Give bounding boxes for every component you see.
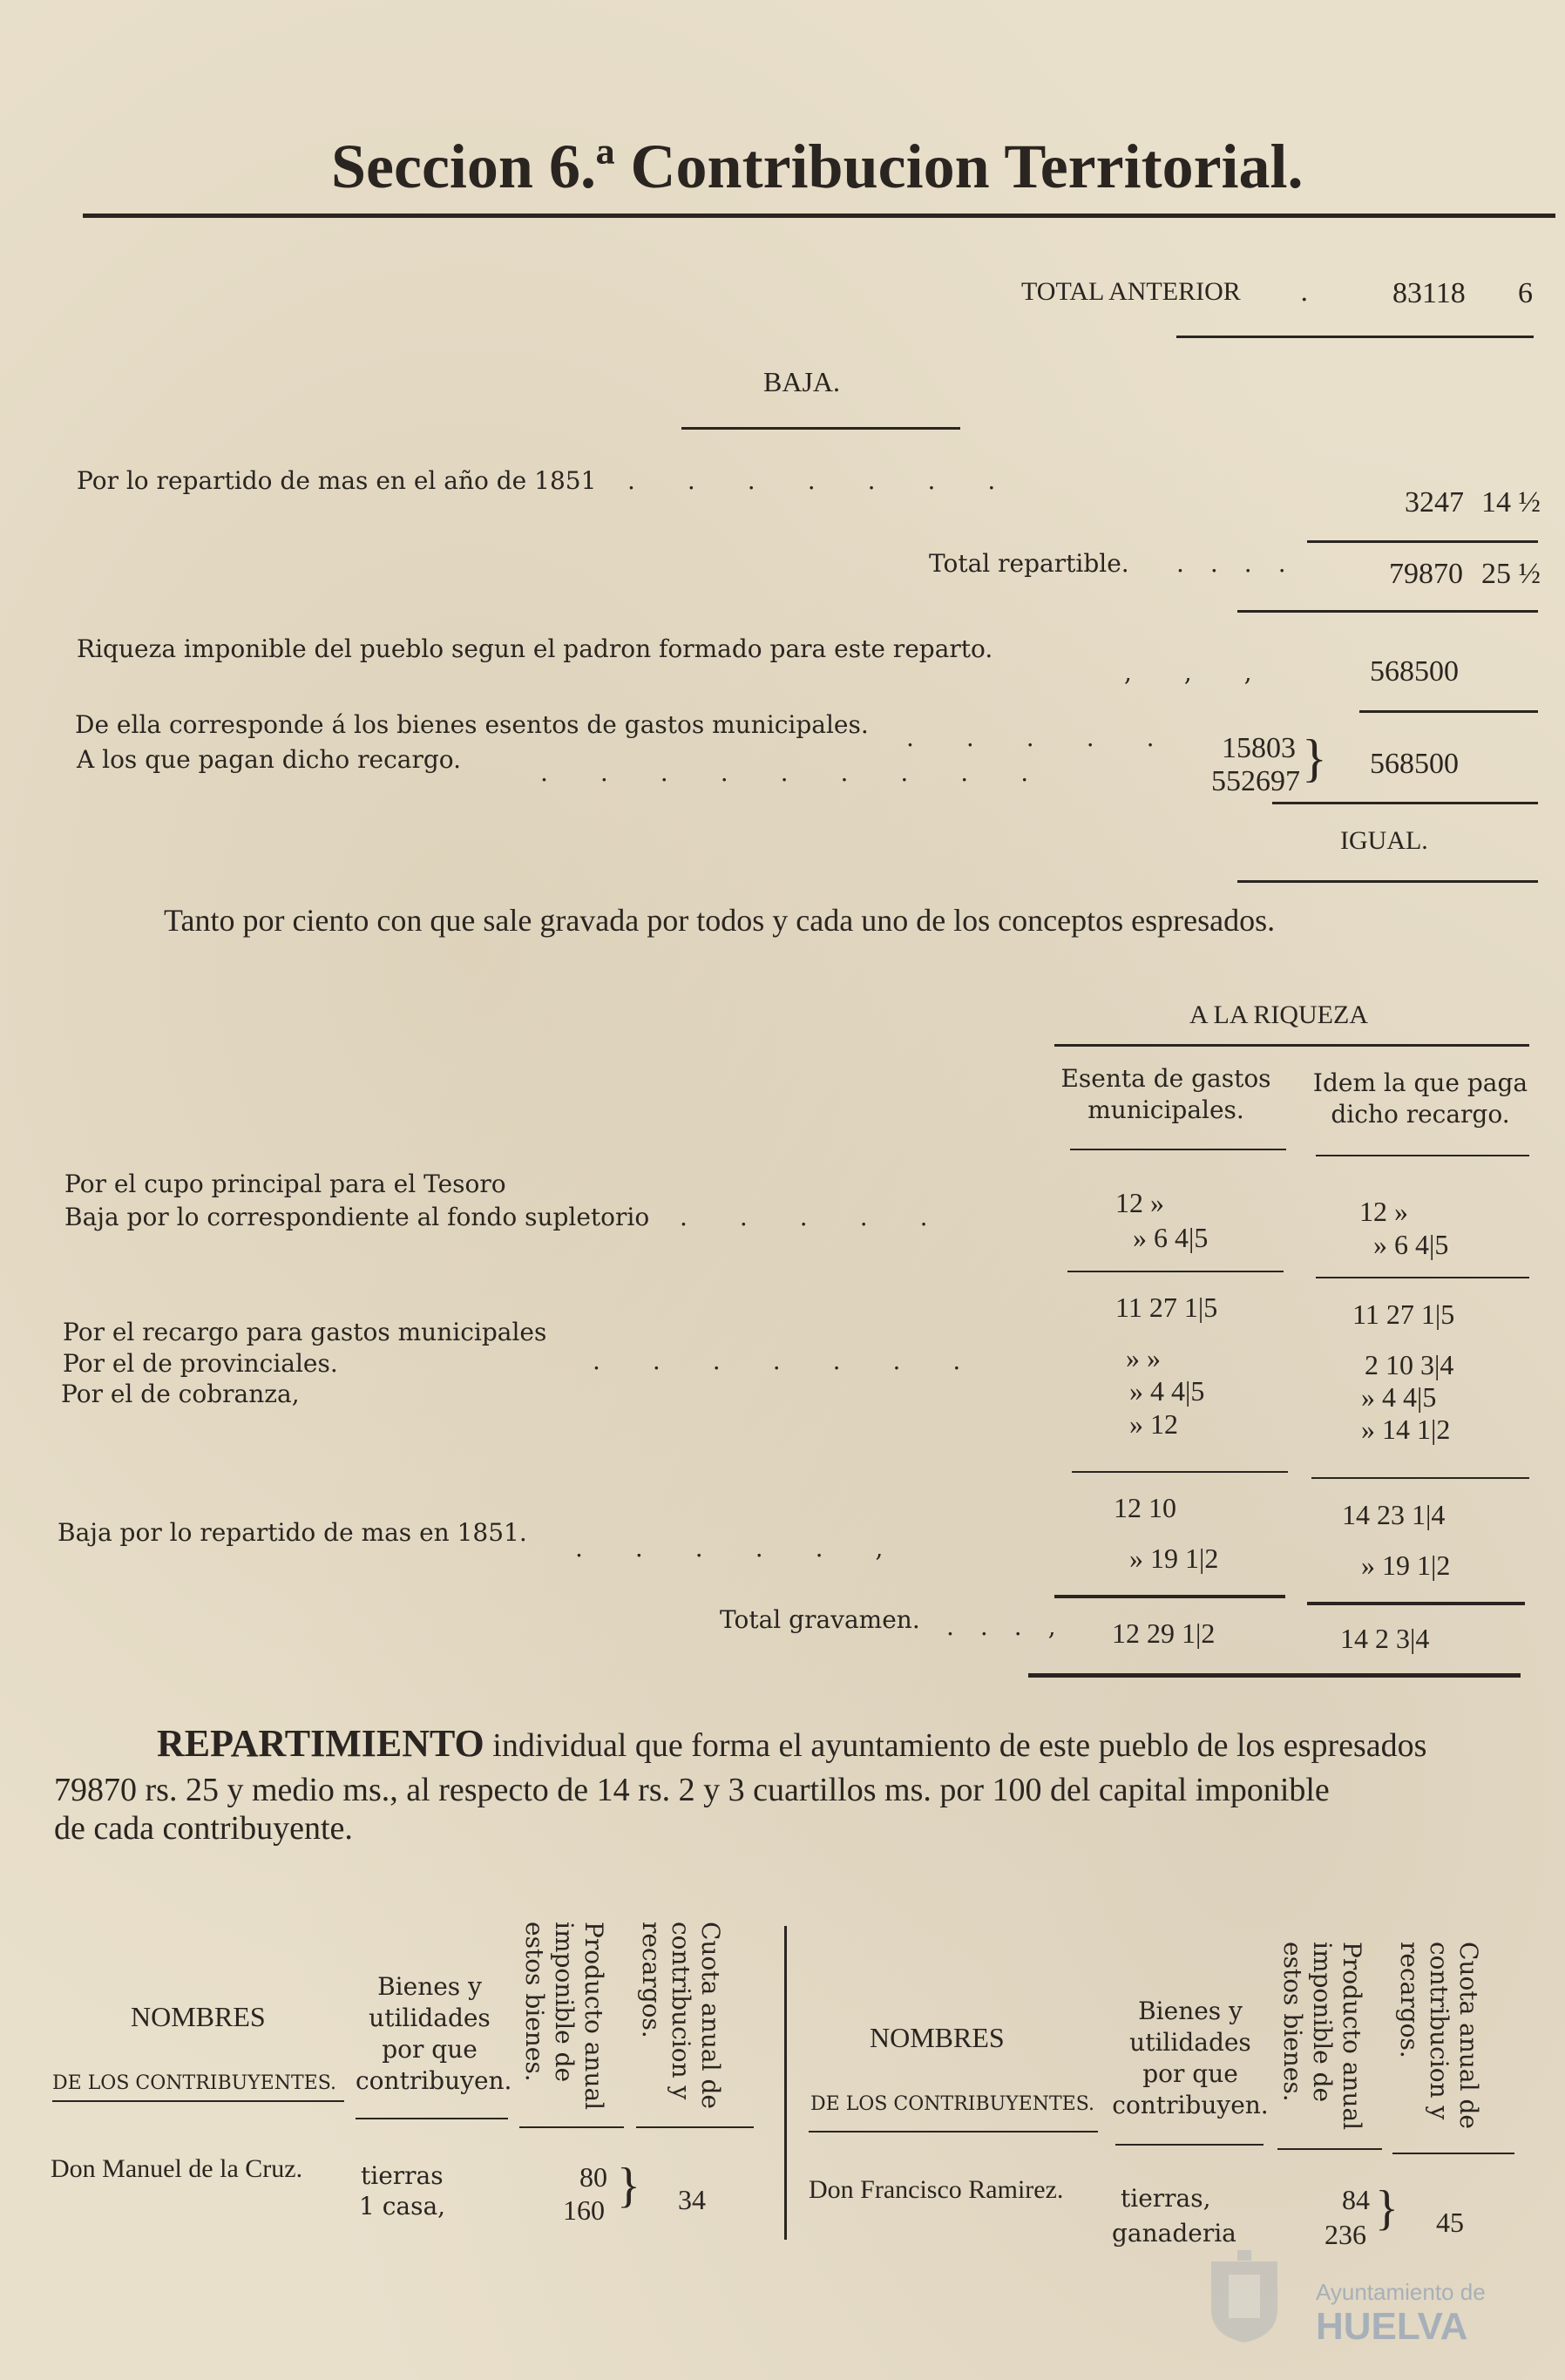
total-gravamen-rule — [1028, 1673, 1521, 1678]
total-anterior-frac: 6 — [1518, 277, 1533, 309]
riqueza-value: 568500 — [1370, 655, 1459, 688]
tanto-rule — [1067, 1271, 1284, 1272]
repartimiento-heading: REPARTIMIENTO — [157, 1722, 484, 1765]
baja-heading: BAJA. — [763, 366, 841, 397]
tanto-rule — [1307, 1602, 1525, 1605]
tanto-c2: » 6 4|5 — [1373, 1229, 1449, 1260]
repartible-rule — [1237, 610, 1538, 613]
repartido-value: 3247 — [1405, 486, 1464, 519]
cuota-value: 34 — [678, 2184, 706, 2215]
total-repartible-frac: 25 ½ — [1481, 558, 1541, 590]
col-cuota-left: Cuota anual de contribucion y recargos. — [637, 1922, 725, 2109]
esentos-value: 15803 — [1222, 732, 1296, 764]
col-bienes-right: Bienes y utilidades por que contribuyen. — [1112, 1997, 1269, 2119]
tanto-rule — [1311, 1477, 1529, 1479]
col-producto-left: Producto anual imponible de estos bienes. — [520, 1922, 608, 2111]
producto-brace: } — [1375, 2181, 1399, 2235]
riqueza-header-rule — [1054, 1044, 1529, 1047]
riqueza-label: Riqueza imponible del pueblo segun el padron formado para este reparto. — [77, 634, 993, 663]
total-gravamen-dots: ..., — [946, 1612, 1082, 1641]
tanto-c2: 12 » — [1359, 1196, 1408, 1227]
total-anterior-value: 83118 — [1392, 277, 1466, 309]
table-divider — [784, 1926, 787, 2240]
col-cuota-right: Cuota anual de contribucion y recargos. — [1395, 1942, 1483, 2129]
total-gravamen-c1: 12 29 1|2 — [1112, 1617, 1216, 1649]
summary-rule — [1176, 336, 1534, 338]
repartimiento-line3: de cada contribuyente. — [54, 1810, 353, 1847]
col1-header: Esenta de gastos municipales. — [1060, 1064, 1271, 1124]
col-nombres-left: NOMBRES — [131, 2001, 266, 2032]
tanto-dots: ....., — [575, 1534, 936, 1563]
tanto-row-label: Por el de cobranza, — [61, 1380, 300, 1408]
tanto-c1: 11 27 1|5 — [1115, 1292, 1218, 1323]
tanto-dots: ....... — [593, 1346, 1013, 1375]
bienes-item: tierras — [361, 2161, 444, 2190]
riqueza-rule — [1359, 710, 1538, 713]
producto-value: 236 — [1324, 2219, 1366, 2250]
cuota-value: 45 — [1436, 2207, 1464, 2238]
pagan-value: 552697 — [1211, 765, 1300, 797]
table-rule-right — [809, 2131, 1098, 2133]
tanto-rule — [1316, 1277, 1529, 1278]
bienes-item: 1 casa, — [359, 2192, 446, 2221]
tanto-rule — [1072, 1471, 1288, 1473]
tanto-c2: » 14 1|2 — [1361, 1414, 1451, 1445]
sum-value: 568500 — [1370, 748, 1459, 780]
col-bienes-left: Bienes y utilidades por que contribuyen. — [356, 1972, 512, 2095]
col-producto-right: Producto anual imponible de estos bienes. — [1278, 1942, 1366, 2131]
tanto-row-label: Baja por lo repartido de mas en 1851. — [58, 1518, 527, 1547]
pagan-label: A los que pagan dicho recargo. — [77, 745, 462, 774]
page-title: Seccion 6.ª Contribucion Territorial. — [331, 132, 1304, 201]
tanto-row-label: Baja por lo correspondiente al fondo supletorio — [64, 1203, 650, 1231]
col-contribuyentes-left: DE LOS CONTRIBUYENTES. — [52, 2072, 337, 2094]
pagan-dots: ......... — [540, 758, 1081, 787]
sum-brace: } — [1302, 729, 1327, 787]
col2-header: Idem la que paga dicho recargo. — [1312, 1068, 1528, 1129]
total-repartible-label: Total repartible. — [929, 549, 1129, 578]
tanto-row-label: Por el cupo principal para el Tesoro — [64, 1170, 506, 1198]
tanto-c1: » 6 4|5 — [1133, 1222, 1209, 1253]
baja-rule — [681, 427, 960, 430]
tanto-c1: » » — [1126, 1342, 1161, 1373]
riqueza-dots: ,,, — [1124, 658, 1304, 687]
producto-value: 160 — [563, 2194, 605, 2226]
contribuyente-name: Don Manuel de la Cruz. — [51, 2154, 303, 2183]
riqueza-header: A LA RIQUEZA — [1189, 1000, 1368, 1029]
tanto-c1: » 12 — [1129, 1408, 1178, 1440]
tanto-c1: 12 10 — [1114, 1492, 1176, 1523]
repartimiento-line2: 79870 rs. 25 y medio ms., al respecto de 14 rs. 2 y 3 cuartillos ms. por 100 del capital imponible — [54, 1772, 1330, 1808]
table-rule-left — [636, 2126, 754, 2128]
col2-header-rule — [1316, 1155, 1529, 1156]
col-nombres-right: NOMBRES — [870, 2022, 1005, 2053]
tanto-c2: 11 27 1|5 — [1352, 1298, 1455, 1330]
tanto-c2: » 19 1|2 — [1361, 1549, 1451, 1581]
repartimiento-line1 — [157, 1721, 1426, 1766]
tanto-c1: » 4 4|5 — [1129, 1375, 1205, 1407]
tanto-rule — [1054, 1595, 1285, 1598]
esentos-dots: ..... — [906, 723, 1207, 752]
table-rule-right — [1392, 2153, 1514, 2154]
total-anterior-dot: . — [1300, 277, 1309, 308]
total-repartible-dots: .... — [1176, 549, 1312, 578]
table-rule-right — [1277, 2148, 1382, 2150]
bienes-item: ganaderia — [1112, 2219, 1236, 2248]
table-rule-right — [1115, 2144, 1264, 2146]
producto-brace: } — [617, 2159, 640, 2213]
repartido-frac: 14 ½ — [1481, 486, 1541, 519]
tanto-c1: » 19 1|2 — [1129, 1543, 1219, 1574]
tanto-c1: 12 » — [1115, 1187, 1164, 1218]
total-gravamen-c2: 14 2 3|4 — [1340, 1623, 1430, 1654]
watermark-line1: Ayuntamiento de — [1316, 2279, 1486, 2305]
tanto-row-label: Por el recargo para gastos municipales — [63, 1318, 547, 1346]
table-rule-left — [519, 2126, 624, 2128]
repartido-rule — [1307, 540, 1538, 543]
igual-rule — [1237, 880, 1538, 883]
igual-label: IGUAL. — [1340, 826, 1428, 855]
tanto-heading: Tanto por ciento con que sale gravada por todos y cada uno de los conceptos espresados. — [164, 903, 1276, 938]
tanto-row-label: Por el de provinciales. — [63, 1349, 338, 1378]
tanto-c2: » 4 4|5 — [1361, 1381, 1437, 1413]
contribuyente-name: Don Francisco Ramirez. — [809, 2175, 1064, 2204]
repartido-label: Por lo repartido de mas en el año de 1851 — [77, 466, 597, 495]
watermark-line2: HUELVA — [1316, 2305, 1468, 2348]
producto-value: 80 — [579, 2161, 607, 2193]
tanto-c2: 2 10 3|4 — [1365, 1349, 1454, 1380]
col1-header-rule — [1070, 1149, 1286, 1150]
total-anterior-label: TOTAL ANTERIOR — [1021, 277, 1241, 306]
col-contribuyentes-right: DE LOS CONTRIBUYENTES. — [810, 2093, 1095, 2115]
total-repartible-value: 79870 — [1389, 558, 1463, 590]
table-rule-left — [356, 2118, 508, 2119]
producto-value: 84 — [1342, 2184, 1370, 2215]
bienes-item: tierras, — [1121, 2184, 1211, 2213]
title-rule — [83, 214, 1555, 218]
table-rule-left — [52, 2100, 344, 2102]
sum-rule — [1272, 802, 1538, 804]
huelva-seal-icon — [1203, 2248, 1286, 2344]
repartido-dots: ....... — [627, 466, 1048, 495]
esentos-label: De ella corresponde á los bienes esentos de gastos municipales. — [75, 710, 869, 739]
tanto-c2: 14 23 1|4 — [1342, 1499, 1446, 1530]
total-gravamen-label: Total gravamen. — [720, 1605, 920, 1634]
repartimiento-text1: individual que forma el ayuntamiento de este pueblo de los espresados — [492, 1727, 1427, 1764]
tanto-dots: ..... — [680, 1203, 980, 1231]
